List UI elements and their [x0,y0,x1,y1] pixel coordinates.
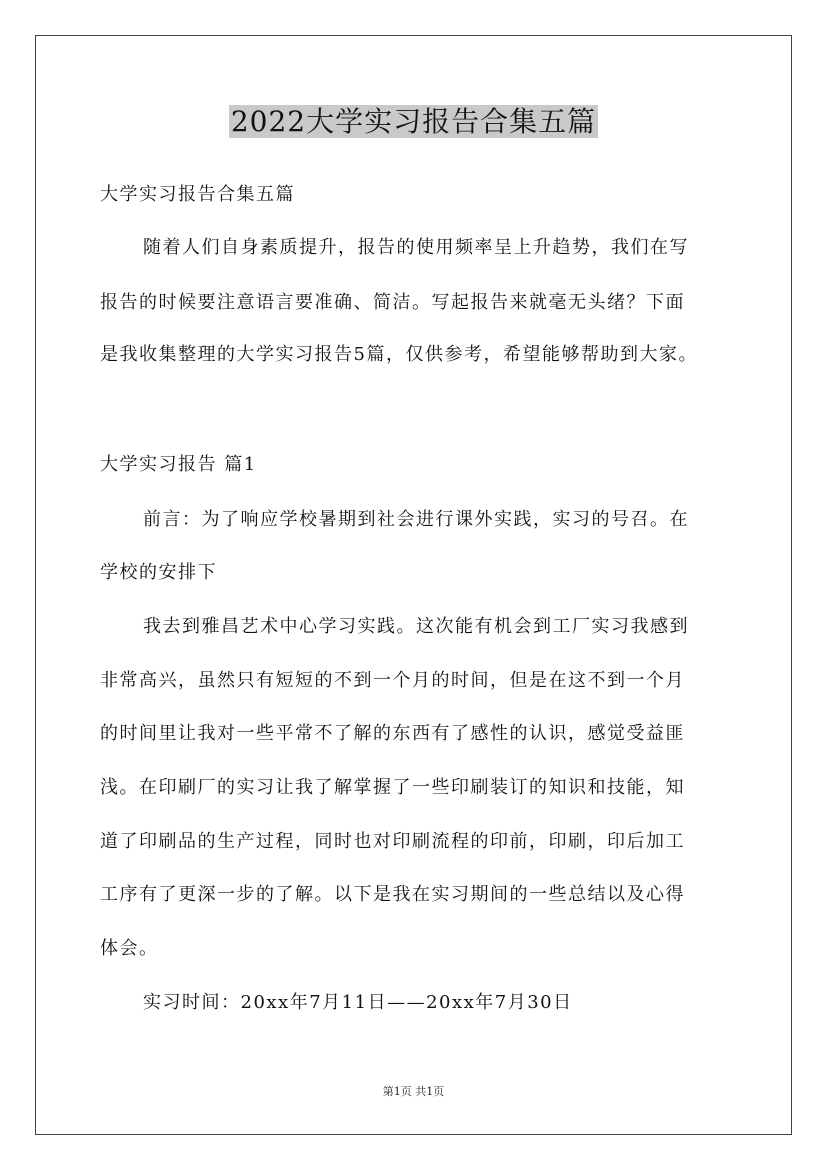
body-line-4: 浅。在印刷厂的实习让我了解掌握了一些印刷装订的知识和技能，知 [100,777,685,798]
body-line-3: 的时间里让我对一些平常不了解的东西有了感性的认识，感觉受益匪 [100,723,685,744]
body-line-7: 体会。 [100,938,159,959]
page-footer: 第1页 共1页 [382,1085,445,1098]
document-subtitle: 大学实习报告合集五篇 [100,184,295,205]
preface-line-2: 学校的安排下 [100,562,217,583]
intro-line-3: 是我收集整理的大学实习报告5篇，仅供参考，希望能够帮助到大家。 [100,344,698,365]
body-line-6: 工序有了更深一步的了解。以下是我在实习期间的一些总结以及心得 [100,884,685,905]
body-line-2: 非常高兴，虽然只有短短的不到一个月的时间，但是在这不到一个月 [100,670,685,691]
document-title-text: 2022大学实习报告合集五篇 [230,105,597,138]
internship-time: 实习时间：20xx年7月11日——20xx年7月30日 [143,992,573,1013]
body-line-5: 道了印刷品的生产过程，同时也对印刷流程的印前，印刷，印后加工 [100,831,685,852]
document-title [0,98,827,146]
preface-line-1: 前言：为了响应学校暑期到社会进行课外实践，实习的号召。在 [143,509,689,530]
body-line-1: 我去到雅昌艺术中心学习实践。这次能有机会到工厂实习我感到 [143,616,689,637]
intro-line-1: 随着人们自身素质提升，报告的使用频率呈上升趋势，我们在写 [143,237,689,258]
intro-line-2: 报告的时候要注意语言要准确、简洁。写起报告来就毫无头绪？下面 [100,292,685,313]
section-heading: 大学实习报告 篇1 [100,454,257,475]
